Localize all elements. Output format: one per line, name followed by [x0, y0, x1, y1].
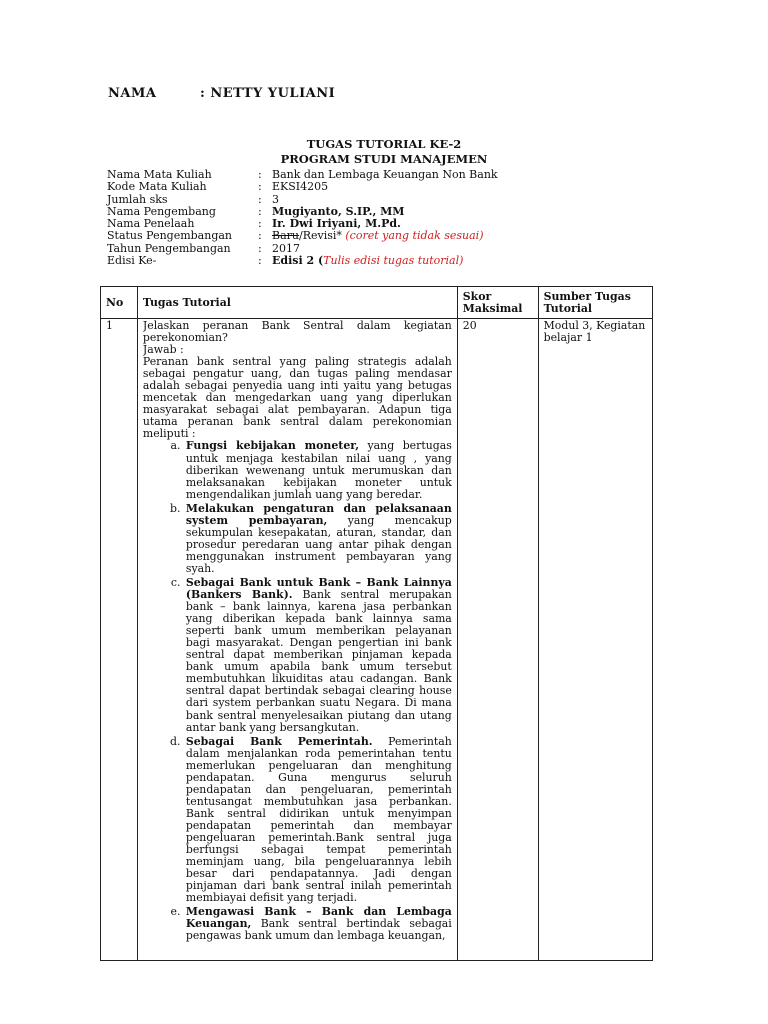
info-key: Kode Mata Kuliah: [107, 180, 207, 194]
question-text: Jelaskan peranan Bank Sentral dalam kegiatan perekonomian?: [142, 320, 452, 345]
info-value: Edisi 2 (: [272, 254, 324, 268]
info-key: Nama Mata Kuliah: [107, 168, 212, 181]
info-key: Status Pengembangan: [107, 229, 233, 243]
info-row-reviewer: Nama Penelaah : Ir. Dwi Iriyani, M.Pd.: [107, 218, 572, 230]
header-tugas: Tugas Tutorial: [137, 287, 457, 319]
table-header-row: [101, 287, 653, 319]
task-source: Modul 3, Kegiatan belajar 1: [538, 319, 652, 961]
info-value: 3: [272, 192, 279, 206]
list-item: b. Melakukan pengaturan dan pelaksanaan system pembayaran, yang mencakup sekumpulan kesepakatan, aturan, standar, dan prosedur peredaran uang antar pihak dengan menggunakan instrument pembayaran yang syah.: [184, 503, 452, 575]
info-row-course-name: Nama Mata Kuliah : Bank dan Lembaga Keuangan Non Bank: [107, 169, 572, 181]
answer-list: [143, 440, 452, 942]
task-cell: [137, 319, 457, 961]
info-note: (coret yang tidak sesuai): [345, 229, 484, 243]
info-row-edition: Edisi Ke- : Edisi 2 (Tulis edisi tugas tutorial): [107, 254, 464, 268]
info-key: Jumlah sks: [107, 192, 168, 206]
table-row: [101, 319, 653, 961]
info-row-year: Tahun Pengembangan : 2017: [107, 243, 572, 255]
info-key: Edisi Ke-: [107, 254, 157, 268]
name-value: : NETTY YULIANI: [200, 86, 336, 101]
course-info: [107, 169, 572, 267]
doc-title: TUGAS TUTORIAL KE-2: [306, 137, 462, 151]
info-value: Ir. Dwi Iriyani, M.Pd.: [272, 217, 401, 231]
list-item: c. Sebagai Bank untuk Bank – Bank Lainnya (Bankers Bank). Bank sentral merupakan bank – bank lainnya, karena jasa perbankan yang diberikan kepada bank lainnya sama seperti bank umum memberikan pelayanan bagi masyarakat. Dengan pengertian ini bank sentral dapat memberikan pinjaman kepada bank umum apabila bank umum tersebut membutuhkan likuiditas atau cadangan. Bank sentral dapat bertindak sebagai clearing house dari system perbankan suatu Negara. Di mana bank sentral menyelesaikan piutang dan utang antar bank yang bersangkutan.: [184, 577, 452, 734]
info-value: /Revisi*: [298, 229, 346, 243]
info-value: Bank dan Lembaga Keuangan Non Bank: [272, 168, 498, 181]
info-value: Mugiyanto, S.IP., MM: [272, 204, 405, 218]
doc-subtitle: PROGRAM STUDI MANAJEMEN: [280, 152, 488, 166]
header-no: No: [101, 287, 138, 319]
max-score: 20: [457, 319, 538, 961]
info-key: Nama Pengembang: [107, 204, 216, 218]
list-item: e. Mengawasi Bank – Bank dan Lembaga Keuangan, Bank sentral bertindak sebagai pengawas bank umum dan lembaga keuangan,: [184, 906, 452, 942]
info-key: Nama Penelaah: [107, 217, 195, 231]
student-name-line: [108, 86, 335, 101]
info-row-sks: Jumlah sks : 3: [107, 194, 572, 206]
answer-label: Jawab :: [142, 343, 184, 357]
info-value: EKSI4205: [272, 180, 329, 194]
info-note: Tulis edisi tugas tutorial): [323, 254, 464, 268]
info-value: 2017: [272, 241, 300, 255]
list-item: d. Sebagai Bank Pemerintah. Pemerintah dalam menjalankan roda pemerintahan tentu memerlukan pengeluaran dan menghitung pendapatan. Guna mengurus seluruh pendapatan dan pengeluaran, pemerintah tentusangat membutuhkan jasa perbankan. Bank sentral didirikan untuk menyimpan pendapatan pemerintah dan membayar pengeluaran pemerintah.Bank sentral juga berfungsi sebagai tempat pemerintah meminjam uang, bila pengeluarannya lebih besar dari pendapatannya. Jadi dengan pinjaman dari bank sentral inilah pemerintah membiayai defisit yang terjadi.: [184, 736, 452, 905]
header-skor: Skor Maksimal: [457, 287, 538, 319]
answer-intro: Peranan bank sentral yang paling strategis adalah sebagai pengatur uang, dan tugas paling mendasar adalah sebagai penyedia uang inti yaitu yang betugas mencetak dan mengedarkan uang yang diperlukan masyarakat sebagai alat pembayaran. Adapun tiga utama peranan bank sentral dalam perekonomian meliputi :: [142, 355, 452, 441]
list-item: a. Fungsi kebijakan moneter, yang bertugas untuk menjaga kestabilan nilai uang , yang diberikan wewenang untuk merumuskan dan melaksanakan kebijakan moneter untuk mengendalikan jumlah uang yang beredar.: [184, 440, 452, 500]
tutorial-table: [100, 286, 653, 961]
info-row-status: Status Pengembangan : Baru/Revisi* (coret yang tidak sesuai): [107, 229, 484, 243]
info-row-developer: Nama Pengembang : Mugiyanto, S.IP., MM: [107, 206, 572, 218]
info-key: Tahun Pengembangan: [107, 241, 231, 255]
info-row-course-code: Kode Mata Kuliah : EKSI4205: [107, 181, 572, 193]
header-sumber: Sumber Tugas Tutorial: [538, 287, 652, 319]
row-number: 1: [101, 319, 138, 961]
name-label: NAMA: [108, 86, 157, 101]
info-strike-value: Baru: [272, 229, 299, 243]
